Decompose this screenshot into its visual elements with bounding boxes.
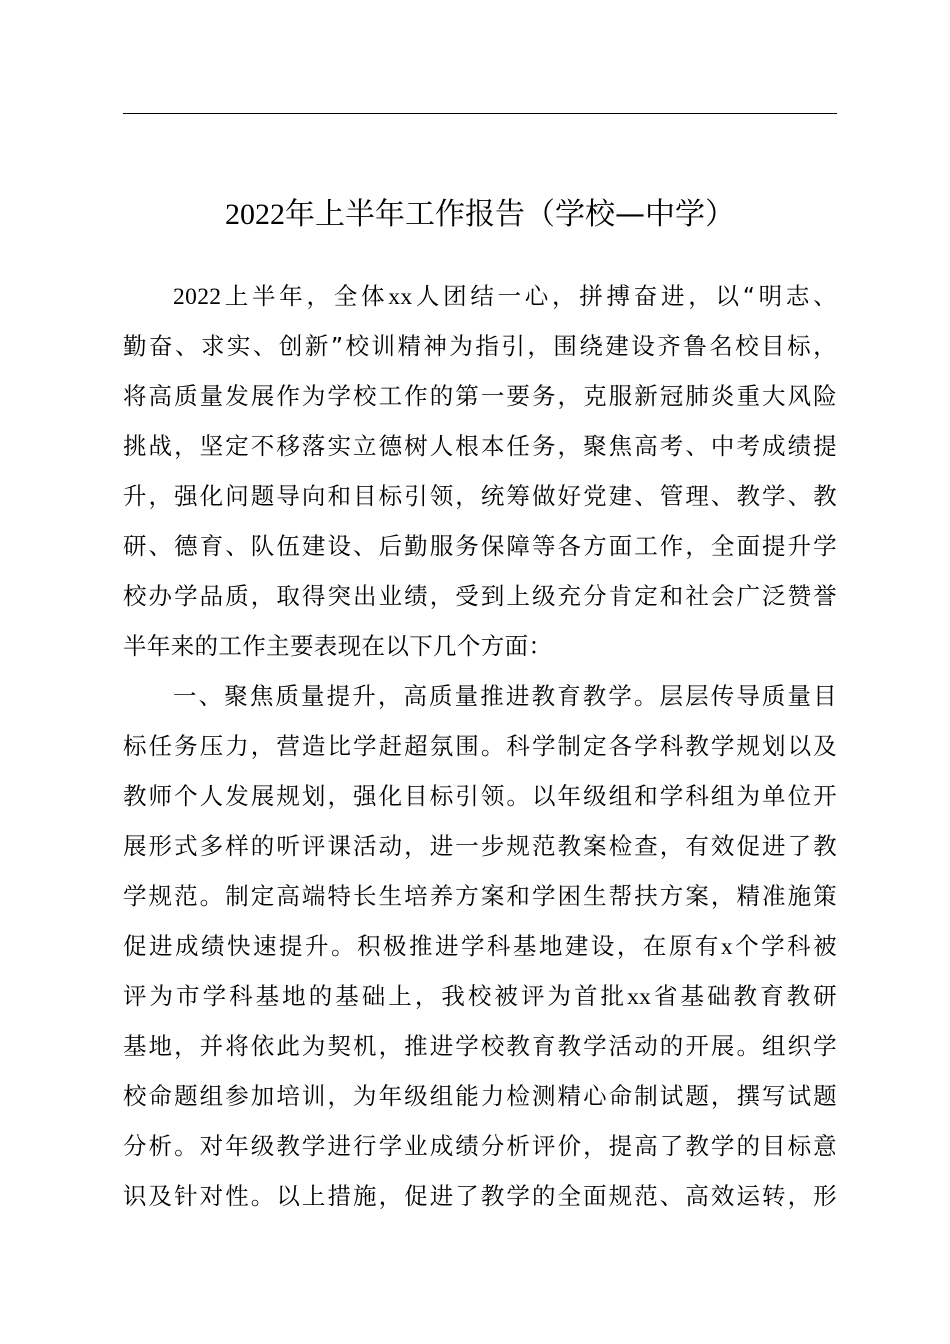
text-line: 勤奋、求实、创新”校训精神为指引，围绕建设齐鲁名校目标， [123, 332, 837, 360]
text-line: 半年来的工作主要表现在以下几个方面： [123, 632, 553, 660]
text-line: 升，强化问题导向和目标引领，统筹做好党建、管理、教学、教 [123, 482, 837, 510]
text-line: 标任务压力，营造比学赶超氛围。科学制定各学科教学规划以及 [123, 732, 837, 760]
header-rule [123, 113, 837, 114]
text-line: 2022上半年，全体xx人团结一心，拼搏奋进，以“明志、 [173, 282, 837, 310]
text-line: 校命题组参加培训，为年级组能力检测精心命制试题，撰写试题 [123, 1082, 837, 1110]
document-title: 2022年上半年工作报告（学校—中学） [225, 197, 735, 233]
text-line: 研、德育、队伍建设、后勤服务保障等各方面工作，全面提升学 [123, 532, 837, 560]
paragraph-section-1 [123, 671, 837, 1221]
text-line: 挑战，坚定不移落实立德树人根本任务，聚焦高考、中考成绩提 [123, 432, 837, 460]
text-line: 评为市学科基地的基础上，我校被评为首批xx省基础教育教研 [123, 982, 837, 1010]
text-line: 教师个人发展规划，强化目标引领。以年级组和学科组为单位开 [123, 782, 837, 810]
text-line: 一、聚焦质量提升，高质量推进教育教学。层层传导质量目 [173, 682, 837, 710]
document-body [123, 271, 837, 1221]
text-line: 校办学品质，取得突出业绩，受到上级充分肯定和社会广泛赞誉 [123, 582, 837, 610]
paragraph-intro [123, 271, 837, 671]
text-line: 将高质量发展作为学校工作的第一要务，克服新冠肺炎重大风险 [123, 382, 837, 410]
text-line: 基地，并将依此为契机，推进学校教育教学活动的开展。组织学 [123, 1032, 837, 1060]
text-line: 识及针对性。以上措施，促进了教学的全面规范、高效运转，形 [123, 1182, 837, 1210]
text-line: 展形式多样的听评课活动，进一步规范教案检查，有效促进了教 [123, 832, 837, 860]
text-line: 分析。对年级教学进行学业成绩分析评价，提高了教学的目标意 [123, 1132, 837, 1160]
text-line: 学规范。制定高端特长生培养方案和学困生帮扶方案，精准施策 [123, 882, 837, 910]
text-line: 促进成绩快速提升。积极推进学科基地建设，在原有x个学科被 [123, 932, 837, 960]
